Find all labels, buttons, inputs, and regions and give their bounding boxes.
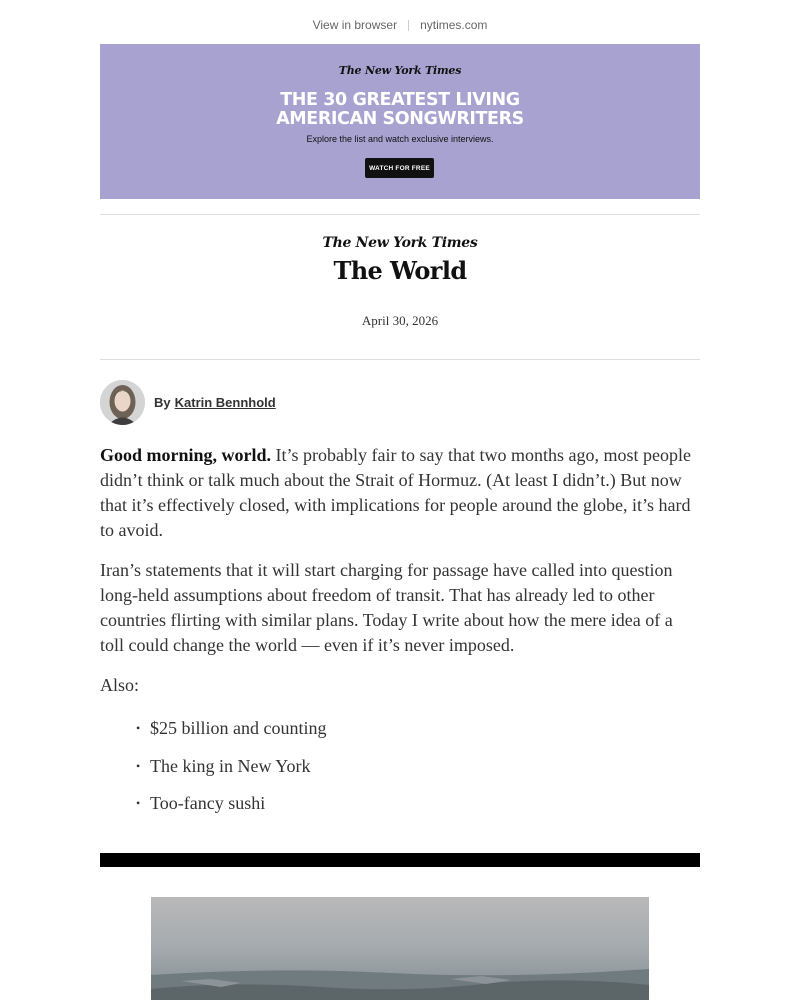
bullet-icon: • xyxy=(136,758,141,773)
list-item[interactable] xyxy=(136,791,696,829)
article-body xyxy=(100,443,700,713)
byline xyxy=(100,380,276,425)
list-item-text[interactable]: Too-fancy sushi xyxy=(150,793,266,813)
list-item[interactable] xyxy=(136,754,696,792)
paragraph-2: Iran’s statements that it will start charging for passage have called into question long-held assumptions about freedom of transit. That has already led to other countries flirting with similar plans. Today I write about how the mere idea of a toll could change the world — even if it’s never imposed. xyxy=(100,560,673,655)
author-link[interactable]: Katrin Bennhold xyxy=(174,395,276,410)
byline-prefix: By xyxy=(154,395,171,410)
bullet-icon: • xyxy=(136,796,141,810)
section-divider-bar xyxy=(100,853,700,867)
author-avatar xyxy=(100,380,145,425)
list-item-text[interactable]: $25 billion and counting xyxy=(150,718,327,738)
view-in-browser-link[interactable]: View in browser xyxy=(312,18,398,32)
nytimes-link[interactable]: nytimes.com xyxy=(420,18,488,32)
also-label: Also: xyxy=(100,675,140,695)
also-list xyxy=(136,716,696,829)
paragraph-1-text: It’s probably fair to say that two months ago, most people didn’t think or talk much about the Strait of Hormuz. (At least I didn’t.) But now that it’s effectively closed, with implications for people around the globe, it’s hard to avoid. xyxy=(100,445,691,540)
list-item[interactable] xyxy=(136,716,696,754)
paragraph-1 xyxy=(100,443,700,543)
divider-top xyxy=(100,214,700,215)
ad-headline xyxy=(100,91,700,129)
ad-headline-line2: AMERICAN SONGWRITERS xyxy=(276,109,524,129)
email-header-links xyxy=(0,17,800,33)
bullet-icon: • xyxy=(136,721,141,735)
link-divider xyxy=(408,20,409,31)
ad-subtext: Explore the list and watch exclusive interviews. xyxy=(306,134,494,144)
divider-bottom xyxy=(100,359,700,360)
issue-date: April 30, 2026 xyxy=(361,313,439,328)
ad-nyt-logo: The New York Times xyxy=(338,64,462,77)
greeting: Good morning, world. xyxy=(100,445,272,465)
ad-watch-button[interactable]: WATCH FOR FREE xyxy=(365,158,434,178)
nyt-logo[interactable]: The New York Times xyxy=(322,235,478,251)
newsletter-title: The World xyxy=(333,256,467,285)
ad-headline-line1: THE 30 GREATEST LIVING xyxy=(280,90,520,110)
list-item-text[interactable]: The king in New York xyxy=(150,755,311,776)
hero-image[interactable] xyxy=(151,897,649,1000)
